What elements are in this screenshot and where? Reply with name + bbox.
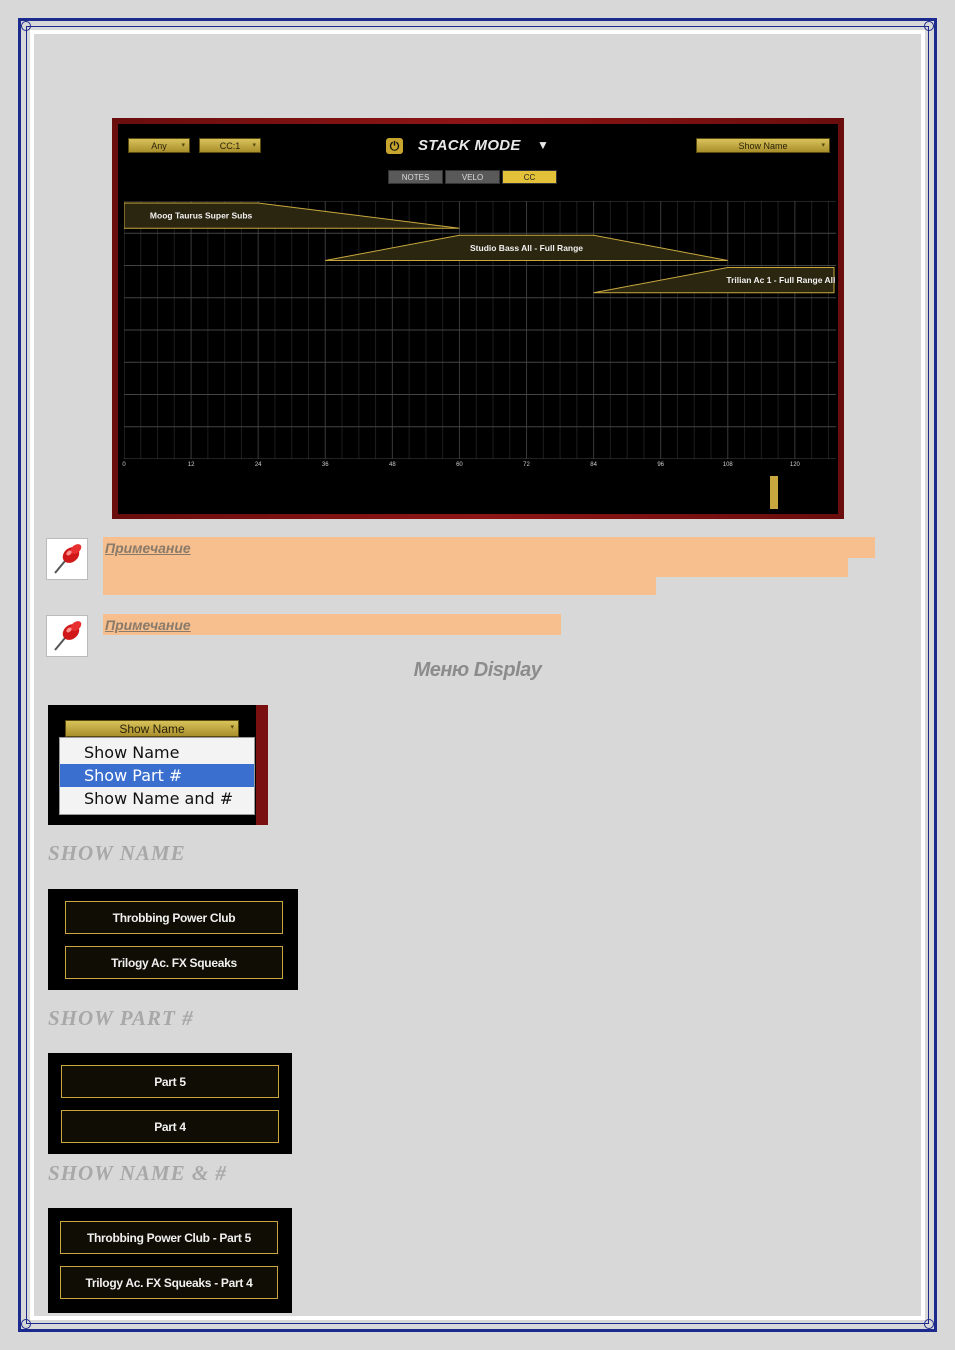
menu-item-show-part[interactable]: Show Part # [60,764,254,787]
chevron-down-icon: ▾ [230,724,234,731]
axis-tick-label: 48 [389,462,396,468]
display-dropdown-label: Show Name [738,140,788,151]
corner-ornament [21,21,31,31]
scrollbar-thumb[interactable] [770,476,778,509]
show-name-and-part-heading: SHOW NAME & # [48,1161,227,1185]
layer-label: Throbbing Power Club - Part 5 [60,1221,278,1254]
stack-grid[interactable] [124,201,836,459]
axis-tick-label: 24 [254,462,262,468]
note-title: Примечание [105,540,191,556]
layer-name: Studio Bass All - Full Range [470,242,584,253]
any-dropdown[interactable] [128,138,190,153]
tab-cc[interactable] [502,170,557,184]
layer-name: Trilian Ac 1 - Full Range All [726,275,836,286]
axis-tick-label: 96 [657,462,665,468]
note-highlight [103,537,875,558]
display-dropdown[interactable] [696,138,830,153]
layer-label: Trilogy Ac. FX Squeaks [65,946,283,979]
layer-label: Part 5 [61,1065,279,1098]
cc-dropdown-label: CC:1 [219,140,241,151]
display-menu-screenshot [48,705,268,825]
axis-tick-label: 12 [187,462,195,468]
show-name-and-part-example [48,1208,292,1313]
cc-dropdown[interactable] [199,138,261,153]
panel-edge [256,705,268,825]
axis-tick-label: 72 [523,462,530,468]
show-name-example [48,889,298,990]
show-part-heading: SHOW PART # [48,1006,194,1030]
tab-velo-label: VELO [461,172,484,182]
pushpin-icon [46,615,88,657]
chevron-down-icon: ▾ [252,142,256,149]
corner-ornament [924,1319,934,1329]
chevron-down-icon: ▾ [181,142,185,149]
note-highlight [103,577,656,595]
pushpin-icon [46,538,88,580]
stack-mode-title: STACK MODE [418,137,521,154]
axis-tick-label: 120 [789,462,800,468]
section-title: Меню Display [413,659,542,681]
axis-tick-label: 0 [122,462,126,468]
axis-tick-label: 60 [456,462,463,468]
layer-label: Trilogy Ac. FX Squeaks - Part 4 [60,1266,278,1299]
stack-mode-menu-icon[interactable]: ▼ [537,138,549,152]
tab-velo[interactable] [445,170,500,184]
display-menu-button[interactable] [65,720,239,737]
cc-axis [124,462,836,472]
note-highlight [103,558,848,577]
note-title: Примечание [105,617,191,633]
menu-item-show-name-and-part[interactable]: Show Name and # [84,789,234,808]
show-part-example [48,1053,292,1154]
layer-label: Throbbing Power Club [65,901,283,934]
show-name-heading: SHOW NAME [48,841,186,865]
corner-ornament [21,1319,31,1329]
tab-notes-label: NOTES [401,172,430,182]
axis-tick-label: 36 [321,462,329,468]
layer-name: Moog Taurus Super Subs [149,210,253,221]
tab-notes[interactable] [388,170,443,184]
layer-label: Part 4 [61,1110,279,1143]
display-menu-button-label: Show Name [119,721,185,736]
tab-cc-label: CC [523,172,536,182]
axis-tick-label: 84 [590,462,597,468]
axis-tick-label: 108 [722,462,733,468]
corner-ornament [924,21,934,31]
chevron-down-icon: ▾ [821,142,825,149]
menu-item-show-name[interactable]: Show Name [84,743,180,762]
power-icon[interactable]: ⏻ [386,138,403,154]
any-dropdown-label: Any [151,140,167,151]
display-menu-popup [59,737,255,815]
